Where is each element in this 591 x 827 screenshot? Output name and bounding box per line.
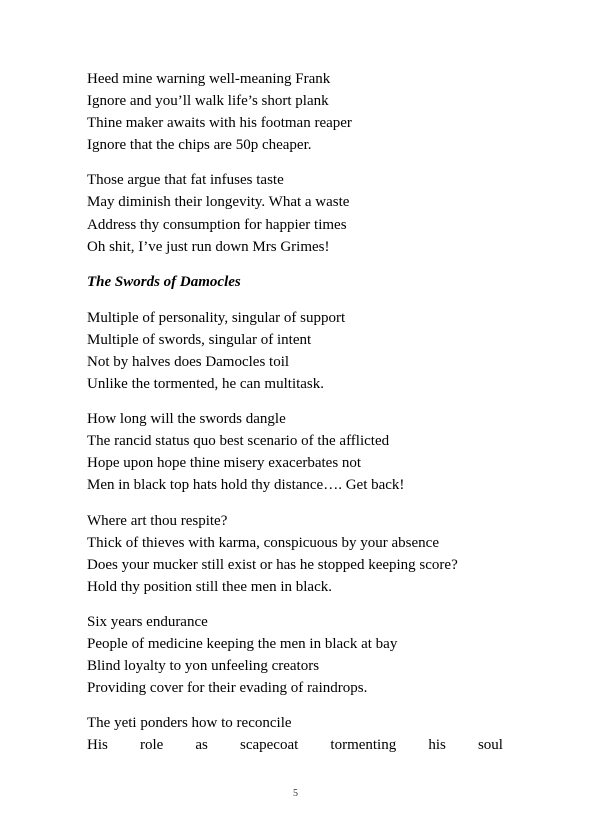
poem-line: Does your mucker still exist or has he stopped keeping score?	[87, 556, 458, 573]
poem-line: Six years endurance	[87, 613, 208, 630]
poem-line: May diminish their longevity. What a waste	[87, 194, 350, 211]
poem-line: Oh shit, I’ve just run down Mrs Grimes!	[87, 238, 330, 255]
poem-word: tormenting	[330, 737, 397, 754]
stanza-2	[87, 169, 507, 257]
poem-word: soul	[477, 737, 503, 754]
poem-line: Thick of thieves with karma, conspicuous by your absence	[87, 534, 439, 551]
stanza-5	[87, 510, 507, 598]
poem-line: Where art thou respite?	[87, 512, 228, 529]
poem-line: Address thy consumption for happier times	[87, 216, 347, 233]
poem-line: The yeti ponders how to reconcile	[87, 715, 292, 732]
poem-line: Those argue that fat infuses taste	[87, 172, 284, 189]
poem-line: Ignore that the chips are 50p cheaper.	[87, 137, 312, 154]
poem-line: Hope upon hope thine misery exacerbates not	[87, 455, 362, 472]
page-number: 5	[293, 788, 298, 799]
poem-line: Ignore and you’ll walk life’s short plank	[87, 93, 329, 110]
poem-word: scapecoat	[240, 737, 299, 754]
stanza-1	[87, 68, 507, 156]
stanza-6	[87, 611, 507, 699]
poem-line: Heed mine warning well-meaning Frank	[87, 71, 331, 87]
poem-line: The rancid status quo best scenario of the afflicted	[87, 433, 390, 450]
stanza-3	[87, 307, 507, 395]
poem-line: Not by halves does Damocles toil	[87, 353, 290, 370]
poem-line-justified	[87, 734, 503, 756]
poem-line: How long will the swords dangle	[87, 411, 286, 428]
stanza-4	[87, 408, 507, 496]
poem-line: Thine maker awaits with his footman reaper	[87, 115, 352, 132]
poem-line: Multiple of swords, singular of intent	[87, 331, 312, 348]
document-page	[87, 68, 507, 769]
poem-line: Providing cover for their evading of raindrops.	[87, 680, 368, 697]
poem-line: Blind loyalty to yon unfeeling creators	[87, 658, 320, 675]
stanza-7	[87, 712, 507, 756]
poem-word: His	[87, 737, 108, 754]
poem-word: his	[428, 737, 446, 754]
poem-line: Multiple of personality, singular of support	[87, 309, 346, 326]
poem-line: People of medicine keeping the men in black at bay	[87, 635, 398, 652]
poem-line: Men in black top hats hold thy distance…. Get back!	[87, 477, 405, 494]
poem-line: Unlike the tormented, he can multitask.	[87, 376, 325, 393]
poem-word: as	[195, 737, 208, 754]
poem-word: role	[139, 737, 164, 754]
poem-title: The Swords of Damocles	[87, 273, 241, 290]
poem-line: Hold thy position still thee men in black.	[87, 578, 332, 595]
